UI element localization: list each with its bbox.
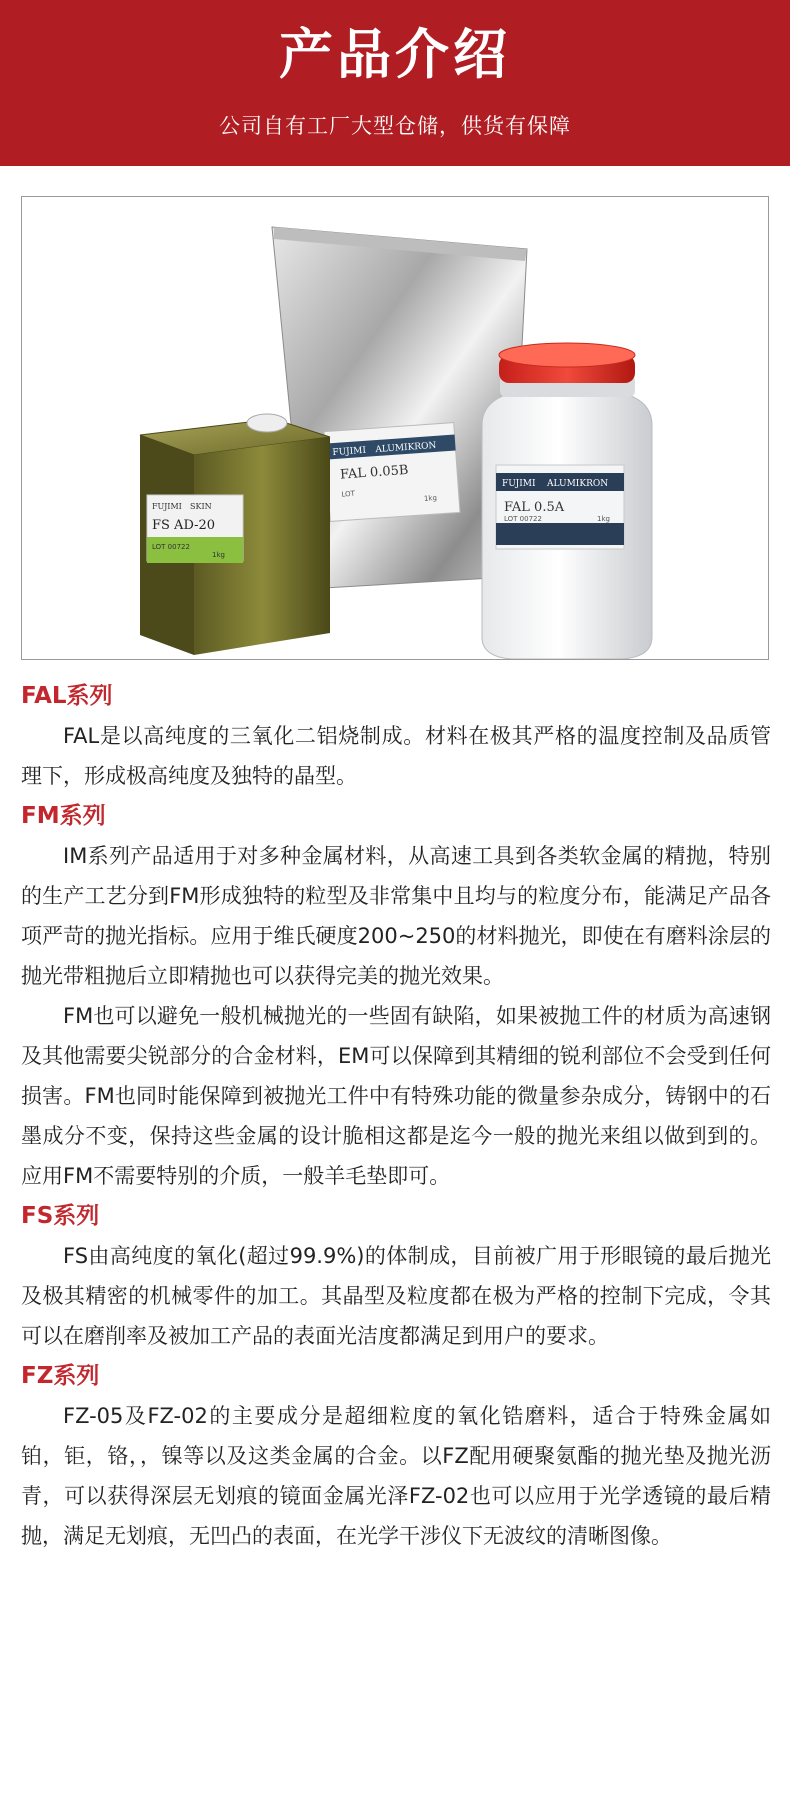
- bag-product: FAL 0.05B: [339, 462, 409, 483]
- jar-brand: FUJIMI: [502, 479, 536, 489]
- page-subtitle: 公司自有工厂大型仓储，供货有保障: [219, 114, 571, 138]
- tin-product: FS AD-20: [152, 518, 216, 533]
- tin-can: [140, 414, 330, 655]
- section-fz-paragraph: FZ-05及FZ-02的主要成分是超细粒度的氧化锆磨料，适合于特殊金属如铂，钜，铬，，镍等以及这类金属的合金。以FZ配用硬聚氨酯的抛光垫及抛光沥青，可以获得深层无划痕的镜面金属光泽FZ-02也可以应用于光学透镜的最后精抛，满足无划痕，无凹凸的表面，在光学干涉仪下无波纹的清晰图像。: [21, 1404, 771, 1548]
- section-title-fm: FM系列: [21, 803, 106, 829]
- product-photo-illustration: [22, 197, 768, 659]
- section-title-fal: FAL系列: [21, 683, 113, 709]
- white-jar: [482, 343, 652, 659]
- bag-lot: LOT: [341, 489, 356, 499]
- bag-weight: 1kg: [423, 493, 438, 503]
- section-fs: [21, 1196, 771, 1356]
- tin-lot: LOT 00722: [152, 543, 190, 551]
- section-title-fz: FZ系列: [21, 1363, 100, 1389]
- bag-series: ALUMIKRON: [375, 440, 437, 456]
- section-fal-paragraph: FAL是以高纯度的三氧化二铝烧制成。材料在极其严格的温度控制及品质管理下，形成极高纯度及独特的晶型。: [21, 724, 771, 788]
- bag-brand: FUJIMI: [332, 445, 367, 459]
- section-fz: [21, 1356, 771, 1556]
- section-fm-paragraph-1: IM系列产品适用于对多种金属材料，从高速工具到各类软金属的精抛，特别的生产工艺分到FM形成独特的粒型及非常集中且均与的粒度分布，能满足产品各项严苛的抛光指标。应用于维氏硬度200~250的材料抛光，即使在有磨料涂层的抛光带粗抛后立即精抛也可以获得完美的抛光效果。: [21, 844, 771, 988]
- page-header: [0, 0, 790, 166]
- section-fs-paragraph: FS由高纯度的氧化(超过99.9%)的体制成，目前被广用于形眼镜的最后抛光及极其精密的机械零件的加工。其晶型及粒度都在极为严格的控制下完成，令其可以在磨削率及被加工产品的表面光洁度都满足到用户的要求。: [21, 1244, 771, 1348]
- jar-series: ALUMIKRON: [547, 479, 609, 489]
- section-fal: [21, 676, 771, 796]
- jar-product: FAL 0.5A: [504, 500, 565, 515]
- tin-brand: FUJIMI: [152, 502, 182, 511]
- product-description: [21, 676, 771, 1556]
- tin-series: SKIN: [190, 502, 212, 511]
- product-photo: [21, 196, 769, 660]
- tin-weight: 1kg: [212, 551, 225, 559]
- section-fm: [21, 796, 771, 1196]
- section-fm-paragraph-2: FM也可以避免一般机械抛光的一些固有缺陷，如果被抛工件的材质为高速钢及其他需要尖锐部分的合金材料，EM可以保障到其精细的锐利部位不会受到任何损害。FM也同时能保障到被抛光工件中有特殊功能的微量参杂成分，铸钢中的石墨成分不变，保持这些金属的设计脆相这都是迄今一般的抛光来组以做到到的。应用FM不需要特别的介质，一般羊毛垫即可。: [21, 1004, 771, 1188]
- page-title: 产品介绍: [279, 23, 511, 86]
- section-title-fs: FS系列: [21, 1203, 100, 1229]
- jar-lot: LOT 00722: [504, 515, 542, 523]
- jar-weight: 1kg: [597, 515, 610, 523]
